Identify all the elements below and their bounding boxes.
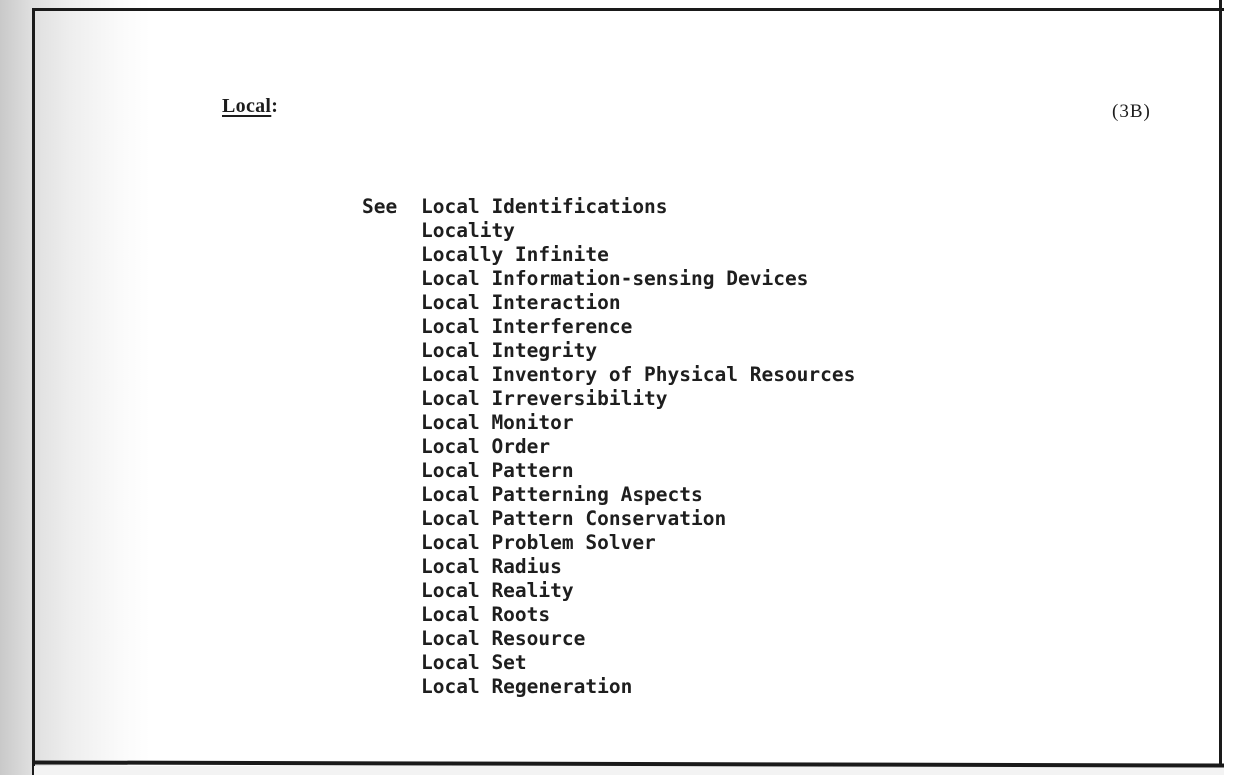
card-top-border <box>34 8 1224 11</box>
see-also-entry-text: Local Reality <box>421 579 574 602</box>
see-also-entry <box>362 339 855 363</box>
see-also-entry-text: Locally Infinite <box>421 243 609 266</box>
see-also-entry-text: Local Resource <box>421 627 586 650</box>
see-also-entry <box>362 387 855 411</box>
card-right-border <box>1219 0 1222 775</box>
see-also-entry <box>362 411 855 435</box>
see-also-entry <box>362 531 855 555</box>
heading-term: Local <box>222 95 272 117</box>
see-also-entry-text: Local Interference <box>421 315 633 338</box>
see-label: See <box>362 195 398 218</box>
card-heading <box>222 95 278 118</box>
see-also-entry-text: Local Monitor <box>421 411 574 434</box>
see-also-entry-text: Local Pattern <box>421 459 574 482</box>
see-also-entry <box>362 483 855 507</box>
see-also-entry <box>362 459 855 483</box>
see-also-entry-text: Local Irreversibility <box>421 387 668 410</box>
see-also-entry <box>362 675 855 699</box>
see-also-entry <box>362 291 855 315</box>
see-also-entry <box>362 627 855 651</box>
see-also-entry-text: Local Information-sensing Devices <box>421 267 809 290</box>
heading-colon: : <box>271 95 279 117</box>
see-also-entry-text: Local Set <box>421 651 527 674</box>
see-also-entry-text: Local Interaction <box>421 291 621 314</box>
see-also-entry <box>362 435 855 459</box>
see-also-entry-text: Local Identifications <box>421 195 668 218</box>
see-also-entry <box>362 603 855 627</box>
see-also-entry <box>362 579 855 603</box>
see-also-list <box>362 195 855 699</box>
see-also-entry <box>362 267 855 291</box>
see-also-entry-text: Local Regeneration <box>421 675 633 698</box>
see-also-entry-text: Local Roots <box>421 603 551 626</box>
see-also-entry <box>362 555 855 579</box>
see-also-entry-text: Locality <box>421 219 515 242</box>
see-also-entry <box>362 363 855 387</box>
see-also-entry <box>362 507 855 531</box>
card-bottom-shadow <box>34 766 1224 775</box>
see-also-entry <box>362 195 855 219</box>
see-also-entry <box>362 219 855 243</box>
see-also-entry-text: Local Pattern Conservation <box>421 507 727 530</box>
see-also-entry-text: Local Inventory of Physical Resources <box>421 363 856 386</box>
card-left-border <box>32 8 35 775</box>
see-also-entry-text: Local Integrity <box>421 339 598 362</box>
see-also-entry-text: Local Patterning Aspects <box>421 483 703 506</box>
see-also-entry <box>362 315 855 339</box>
card-code: (3B) <box>1112 101 1151 122</box>
left-edge-shadow <box>0 0 150 775</box>
see-also-entry <box>362 651 855 675</box>
see-also-entry <box>362 243 855 267</box>
see-also-entry-text: Local Problem Solver <box>421 531 656 554</box>
see-also-entry-text: Local Order <box>421 435 551 458</box>
see-also-entry-text: Local Radius <box>421 555 562 578</box>
